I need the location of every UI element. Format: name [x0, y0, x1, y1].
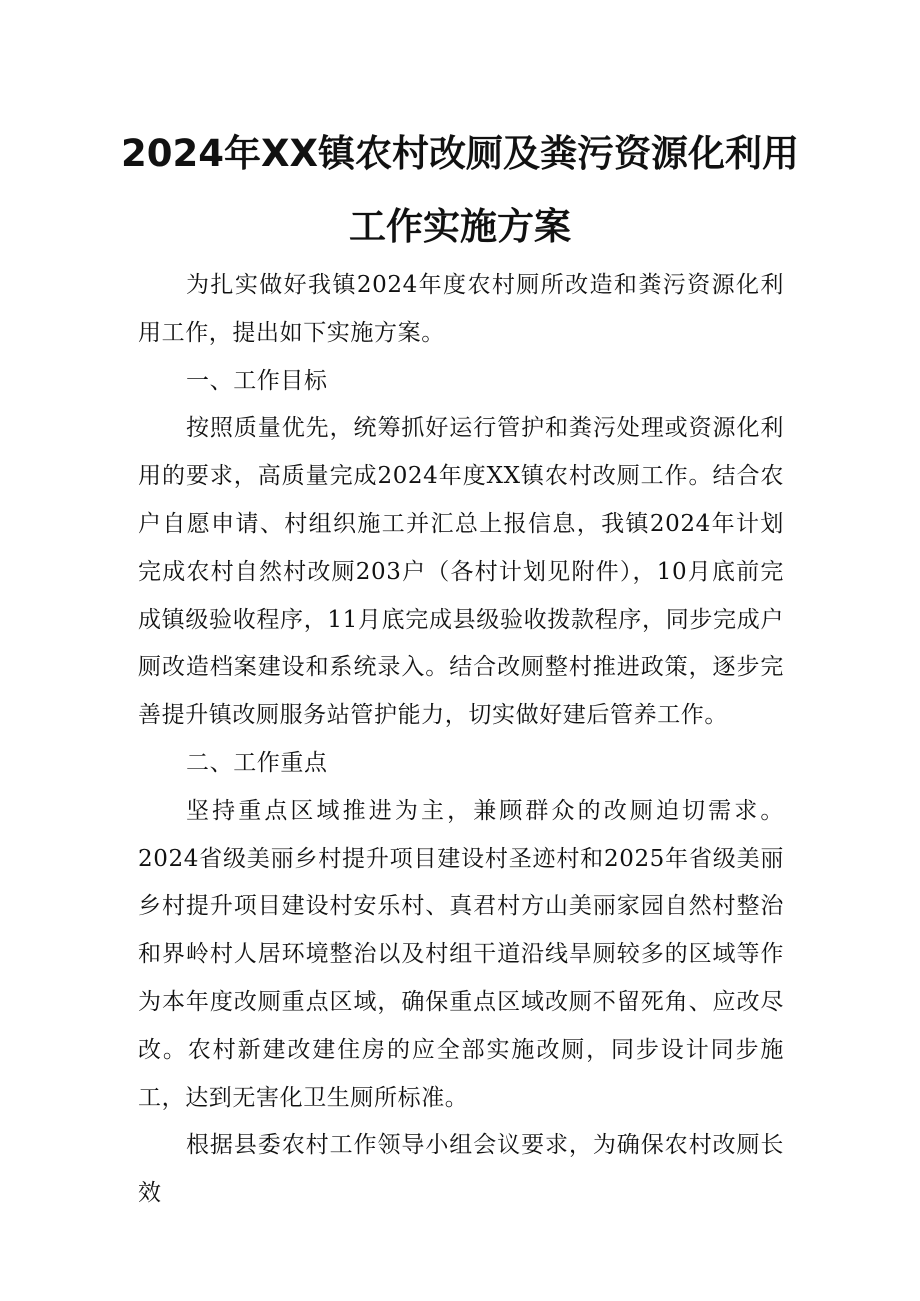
document-body [138, 262, 784, 1218]
document-title-line2: 工作实施方案 [349, 205, 571, 248]
focus-paragraph: 坚持重点区域推进为主，兼顾群众的改厕迫切需求。2024省级美丽乡村提升项目建设村圣迹村和2025年省级美丽乡村提升项目建设村安乐村、真君村方山美丽家园自然村整治和界岭村人居环境整治以及村组干道沿线旱厕较多的区域等作为本年度改厕重点区域，确保重点区域改厕不留死角、应改尽改。农村新建改建住房的应全部实施改厕，同步设计同步施工，达到无害化卫生厕所标准。 [138, 797, 784, 1111]
intro-paragraph: 为扎实做好我镇2024年度农村厕所改造和粪污资源化利用工作，提出如下实施方案。 [138, 272, 784, 346]
goals-paragraph: 按照质量优先，统筹抓好运行管护和粪污处理或资源化利用的要求，高质量完成2024年度XX镇农村改厕工作。结合农户自愿申请、村组织施工并汇总上报信息，我镇2024年计划完成农村自然村改厕203户（各村计划见附件），10月底前完成镇级验收程序，11月底完成县级验收拨款程序，同步完成户厕改造档案建设和系统录入。结合改厕整村推进政策，逐步完善提升镇改厕服务站管护能力，切实做好建后管养工作。 [138, 415, 784, 729]
section-heading-goals: 一、工作目标 [186, 367, 328, 394]
section-heading-focus: 二、工作重点 [186, 749, 328, 776]
continuation-paragraph: 根据县委农村工作领导小组会议要求，为确保农村改厕长效 [138, 1132, 784, 1207]
document-title-line1: 2024年XX镇农村改厕及粪污资源化利用 [120, 132, 800, 175]
